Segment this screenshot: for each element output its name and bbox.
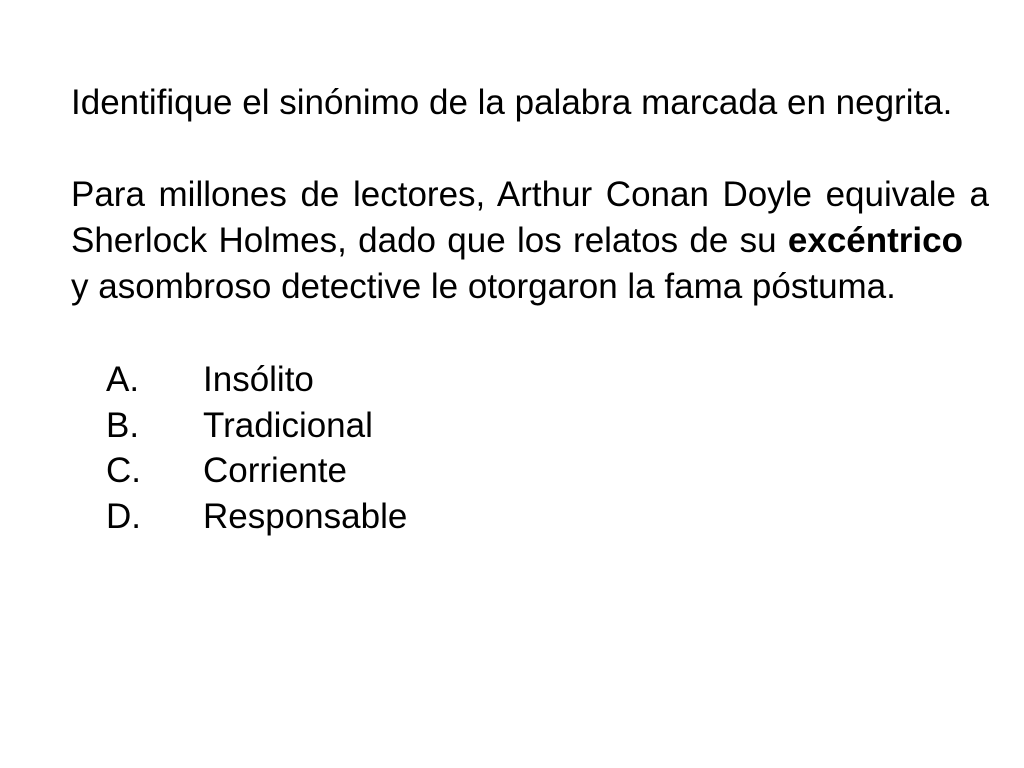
question-slide: [71, 80, 989, 539]
option-letter: C.: [106, 451, 141, 490]
passage-text-before: Para millones de lectores, Arthur Conan Doyle equivale a Sherlock Holmes, dado que los relatos de su: [71, 175, 989, 260]
option-text: Insólito: [203, 360, 314, 399]
option-b[interactable]: [71, 403, 989, 449]
option-text: Corriente: [203, 451, 347, 490]
option-letter: B.: [106, 405, 140, 445]
option-text: Responsable: [203, 496, 408, 536]
option-d[interactable]: [71, 494, 989, 540]
passage-keyword: excéntrico: [787, 221, 963, 260]
option-letter: D.: [106, 496, 141, 536]
passage-text-after: y asombroso detective le otorgaron la fama póstuma.: [71, 267, 896, 306]
question-instruction: Identifique el sinónimo de la palabra marcada en negrita.: [71, 83, 953, 122]
option-letter: A.: [106, 360, 140, 399]
option-c[interactable]: [71, 448, 989, 494]
option-a[interactable]: [71, 357, 989, 403]
answer-options: [71, 357, 989, 539]
question-passage: [71, 172, 989, 310]
option-text: Tradicional: [203, 405, 373, 445]
